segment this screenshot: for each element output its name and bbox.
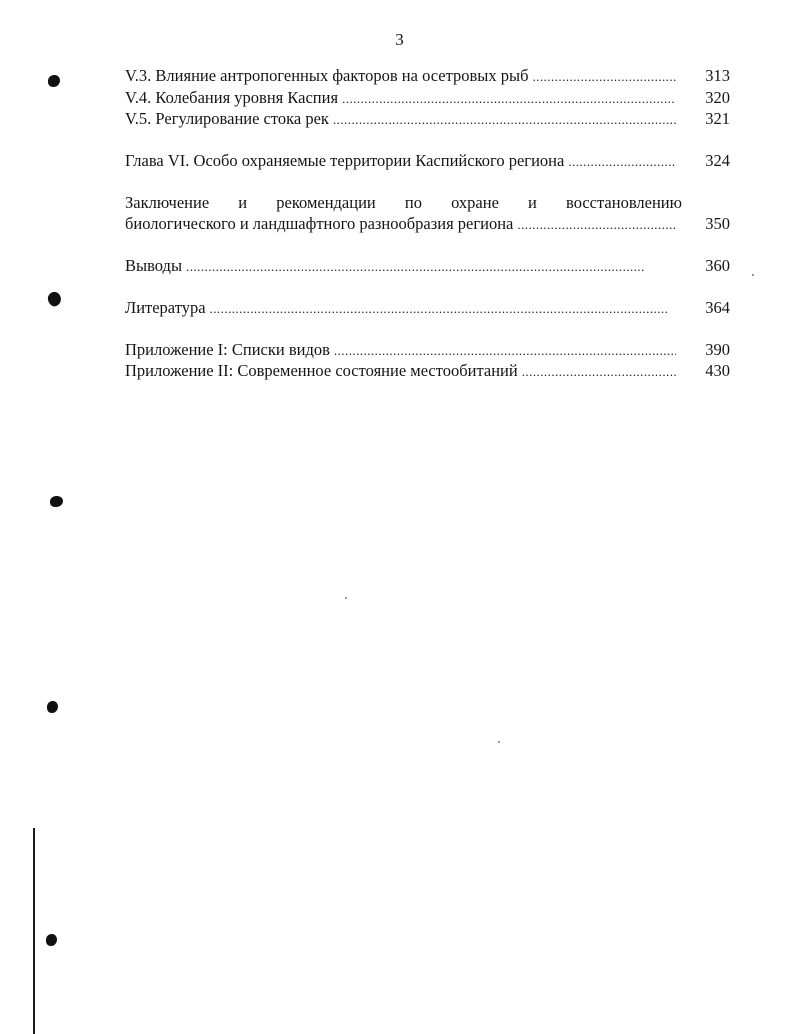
- toc-entry-page: 360: [705, 255, 730, 275]
- scan-speck: [752, 274, 754, 276]
- scan-hole-mark: [46, 934, 57, 946]
- toc-leader-dots: [333, 109, 676, 131]
- toc-leader-dots: [532, 66, 676, 88]
- toc-entry: [125, 361, 730, 383]
- toc-leader-dots: [342, 88, 676, 110]
- toc-entry: [125, 256, 730, 278]
- toc-entry-page: 313: [705, 66, 730, 85]
- toc-entry-title: биологического и ландшафтного разнообразия региона: [125, 213, 514, 233]
- toc-leader-dots: [568, 151, 676, 173]
- toc-entry-page: 324: [705, 151, 730, 170]
- toc-entry-page: 390: [705, 339, 730, 359]
- scan-hole-mark: [47, 701, 58, 713]
- toc-word: и: [238, 193, 248, 212]
- toc-word: Заключение: [125, 193, 210, 212]
- toc-entry-page: 350: [705, 213, 730, 233]
- toc-entry: [125, 214, 730, 236]
- scan-speck: [345, 597, 347, 599]
- toc-leader-dots: [522, 361, 676, 383]
- toc-leader-dots: [517, 214, 676, 236]
- toc-entry-page: 320: [705, 87, 730, 107]
- toc-entry-page: 430: [705, 361, 730, 380]
- toc-word: рекомендации: [276, 193, 376, 212]
- scan-hole-mark: [45, 290, 63, 309]
- toc-entry-title: V.4. Колебания уровня Каспия: [125, 87, 339, 107]
- table-of-contents: [125, 66, 730, 383]
- toc-entry-title: Приложение II: Современное состояние местообитаний: [125, 361, 518, 380]
- toc-chapter-entry: [125, 151, 730, 173]
- toc-entry-page: 364: [705, 297, 730, 317]
- scan-hole-mark: [50, 496, 63, 507]
- toc-entry-title: Литература: [125, 297, 206, 317]
- toc-conclusion-line1: [125, 193, 682, 214]
- toc-word: по: [404, 193, 422, 212]
- toc-entry: [125, 88, 730, 110]
- toc-entry-title: Выводы: [125, 255, 183, 275]
- toc-entry: [125, 66, 730, 88]
- toc-leader-dots: [334, 340, 676, 362]
- scan-speck: [498, 741, 500, 743]
- toc-word: и: [528, 193, 537, 212]
- toc-entry-title: Глава VI. Особо охраняемые территории Каспийского региона: [125, 151, 565, 170]
- toc-entry-title: Приложение I: Списки видов: [125, 339, 330, 359]
- scan-hole-mark: [48, 75, 60, 87]
- toc-entry-title: V.3. Влияние антропогенных факторов на осетровых рыб: [125, 66, 529, 85]
- toc-entry: [125, 298, 730, 320]
- toc-entry: [125, 340, 730, 362]
- toc-leader-dots: [186, 256, 676, 278]
- page-number: 3: [395, 30, 404, 49]
- toc-entry: [125, 109, 730, 131]
- toc-entry-page: 321: [705, 109, 730, 128]
- scan-margin-line: [33, 828, 35, 1034]
- toc-word: восстановлению: [566, 193, 682, 212]
- toc-leader-dots: [210, 298, 676, 320]
- toc-word: охране: [451, 193, 499, 212]
- toc-entry-title: V.5. Регулирование стока рек: [125, 109, 329, 128]
